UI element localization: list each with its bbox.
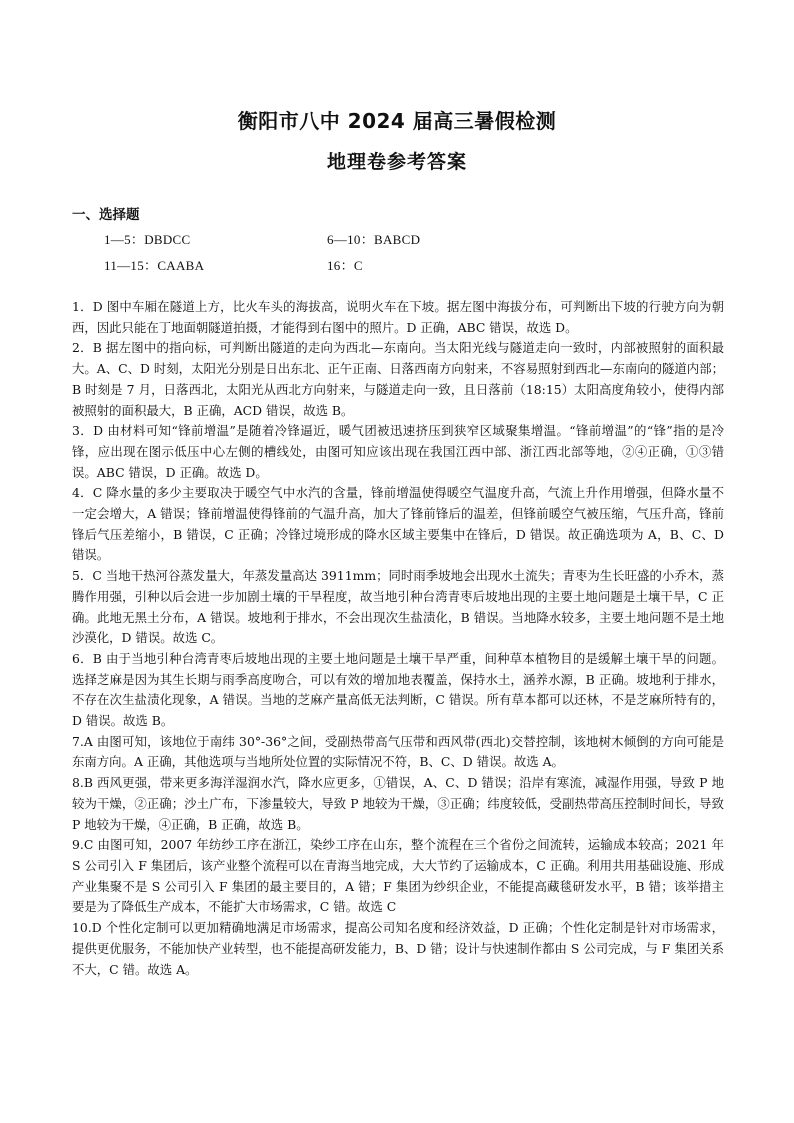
explanation-q8: 8.B 西风更强，带来更多海洋湿润水汽，降水应更多，①错误，A、C、D 错误；沿岸有寒流，减湿作用强，导致 P 地较为干燥，②正确；沙土广布，下渗量较大，导致 P 地较为干燥，③正确；纬度较低，受副热带高压控制时间长，导致 P 地较为干燥，④正确，B 正确，故选 B。: [72, 775, 724, 832]
answer-key-6-10: 6—10：BABCD: [327, 232, 421, 247]
explanation-q10: 10.D 个性化定制可以更加精确地满足市场需求，提高公司知名度和经济效益，D 正确；个性化定制是针对市场需求，提供更优服务，不能加快产业转型，也不能提高研发能力，B、D 错；设计与快速制作都由 S 公司完成，与 F 集团关系不大，C 错。故选 A。: [72, 920, 724, 977]
explanation-q2: 2．B 据左图中的指向标，可判断出隧道的走向为西北—东南向。当太阳光线与隧道走向一致时，内部被照射的面积最大。A、C、D 时刻，太阳光分别是日出东北、正午正南、日落西南方向射来，不容易照射到西北—东南向的隧道内部；B 时刻是 7 月，日落西北，太阳光从西北方向射来，与隧道走向一致，且日落前（18:15）太阳高度角较小，使得内部被照射的面积最大，B 正确，ACD 错误，故选 B。: [72, 340, 724, 418]
page-subtitle: 地理卷参考答案: [326, 151, 467, 173]
explanation-q5: 5．C 当地干热河谷蒸发量大，年蒸发量高达 3911mm；同时雨季坡地会出现水土流失；青枣为生长旺盛的小乔木，蒸腾作用强，引种以后会进一步加剧土壤的干旱程度，故当地引种台湾青枣后坡地出现的主要土地问题是土壤干旱，C 正确。此地无黑土分布，A 错误。坡地利于排水，不会出现次生盐渍化，B 错误。当地降水较多，主要土地问题不是土地沙漠化，D 错误。故选 C。: [72, 568, 724, 646]
answer-key-16: 16：C: [327, 258, 363, 273]
explanation-q3: 3．D 由材料可知“锋前增温”是随着冷锋逼近，暖气团被迅速挤压到狭窄区域聚集增温。“锋前增温”的“锋”指的是冷锋，应出现在图示低压中心左侧的槽线处，由图可知应该出现在我国江西中部、浙江西北部等地，②④正确，①③错误。ABC 错误，D 正确。故选 D。: [72, 423, 724, 480]
answer-key-1-5: 1—5：DBDCC: [104, 232, 191, 247]
explanations: [72, 297, 724, 980]
explanation-q1: 1．D 图中车厢在隧道上方，比火车头的海拔高，说明火车在下坡。据左图中海拔分布，可判断出下坡的行驶方向为朝西，因此只能在丁地面朝隧道拍摄，才能得到右图中的照片。D 正确，ABC 错误，故选 D。: [72, 299, 724, 335]
explanation-q9: 9.C 由图可知，2007 年纺纱工序在浙江，染纱工序在山东，整个流程在三个省份之间流转，运输成本较高；2021 年 S 公司引入 F 集团后，该产业整个流程可以在青海当地完成，大大节约了运输成本，C 正确。利用共用基础设施、形成产业集聚不是 S 公司引入 F 集团的最主要目的，A 错；F 集团为纱织企业，不能提高藏毯研发水平，B 错；该举措主要是为了降低生产成本，不能扩大市场需求，C 错。故选 C: [72, 837, 724, 915]
page-title: 衡阳市八中 2024 届高三暑假检测: [237, 109, 557, 133]
explanation-q6: 6．B 由于当地引种台湾青枣后坡地出现的主要土地问题是土壤干旱严重，间种草本植物目的是缓解土壤干旱的问题。选择芝麻是因为其生长期与雨季高度吻合，可以有效的增加地表覆盖，保持水土，涵养水源，B 正确。坡地利于排水，不存在次生盐渍化现象，A 错误。当地的芝麻产量高低无法判断，C 错误。所有草本都可以还林，不是芝麻所特有的，D 错误。故选 B。: [72, 650, 724, 729]
explanation-q7: 7.A 由图可知，该地位于南纬 30°-36°之间，受副热带高气压带和西风带(西北)交替控制，该地树木倾倒的方向可能是东南方向。A 正确，其他选项与当地所处位置的实际情况不符，B、C、D 错误。故选 A。: [72, 733, 724, 770]
section-heading: 一、选择题: [72, 207, 140, 223]
answer-key-11-15: 11—15：CAABA: [104, 258, 205, 273]
explanation-q4: 4．C 降水量的多少主要取决于暖空气中水汽的含量，锋前增温使得暖空气温度升高，气流上升作用增强，但降水量不一定会增大，A 错误；锋前增温使得锋前的气温升高，加大了锋前锋后的温差，但锋前暖空气被压缩，气压升高，锋前锋后气压差缩小，B 错误，C 正确；冷锋过境形成的降水区域主要集中在锋后，D 错误。故正确选项为 A，B、C、D 错误。: [72, 485, 724, 563]
